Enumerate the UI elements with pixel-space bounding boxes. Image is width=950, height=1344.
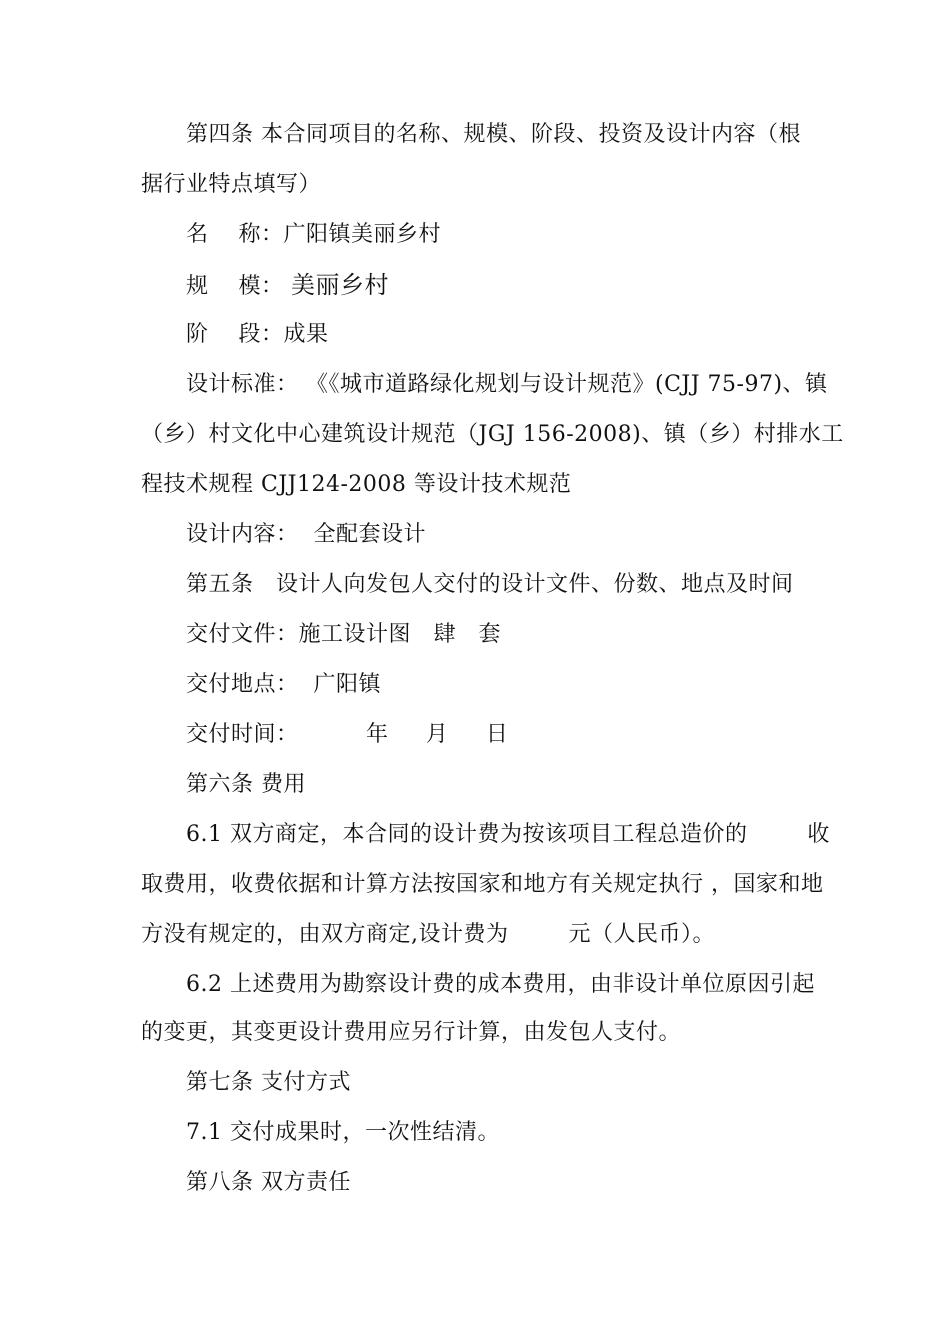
scale-row — [186, 270, 866, 302]
article7-title: 第七条 支付方式 — [186, 1070, 351, 1095]
fee-p2-line1: 6.2 上述费用为勘察设计费的成本费用，由非设计单位原因引起 — [186, 972, 815, 997]
delivery-place: 交付地点： 广阳镇 — [186, 672, 381, 697]
delivery-time: 交付时间： 年 月 日 — [186, 722, 509, 747]
stage-value: 成果 — [283, 322, 329, 347]
content-value: 全配套设计 — [313, 522, 427, 547]
article4-line1: 第四条 本合同项目的名称、规模、阶段、投资及设计内容（根 — [186, 122, 801, 147]
article5-title: 第五条 设计人向发包人交付的设计文件、份数、地点及时间 — [186, 572, 794, 597]
fee-p1-line1: 6.1 双方商定，本合同的设计费为按该项目工程总造价的 收 — [186, 822, 830, 847]
article6-title: 第六条 费用 — [186, 772, 306, 797]
fee-p1-line3: 方没有规定的，由双方商定,设计费为 元（人民币）。 — [141, 922, 715, 947]
scale-label: 规 模： — [186, 274, 284, 299]
standard-line2: （乡）村文化中心建筑设计规范（JGJ 156-2008)、镇（乡）村排水工 — [141, 422, 844, 447]
article4-line2: 据行业特点填写） — [141, 172, 322, 197]
name-value: 广阳镇美丽乡村 — [283, 222, 441, 247]
fee-p2-line2: 的变更，其变更设计费用应另行计算，由发包人支付。 — [141, 1020, 682, 1045]
stage-label: 阶 段： — [186, 322, 284, 347]
scale-value: 美丽乡村 — [290, 271, 389, 299]
standard-line3: 程技术规程 CJJ124-2008 等设计技术规范 — [141, 472, 572, 497]
standard-line1: 设计标准： 《《城市道路绿化规划与设计规范》(CJJ 75-97)、镇 — [186, 372, 828, 397]
content-row — [186, 520, 866, 550]
stage-row — [186, 320, 866, 350]
name-label: 名 称： — [186, 222, 284, 247]
payment-p1: 7.1 交付成果时，一次性结清。 — [186, 1120, 500, 1145]
fee-p1-line2: 取费用，收费依据和计算方法按国家和地方有关规定执行 ，国家和地 — [141, 872, 824, 897]
content-label: 设计内容： — [186, 522, 299, 547]
delivery-files: 交付文件：施工设计图 肆 套 — [186, 622, 501, 647]
name-row — [186, 220, 866, 250]
article8-title: 第八条 双方责任 — [186, 1170, 351, 1195]
